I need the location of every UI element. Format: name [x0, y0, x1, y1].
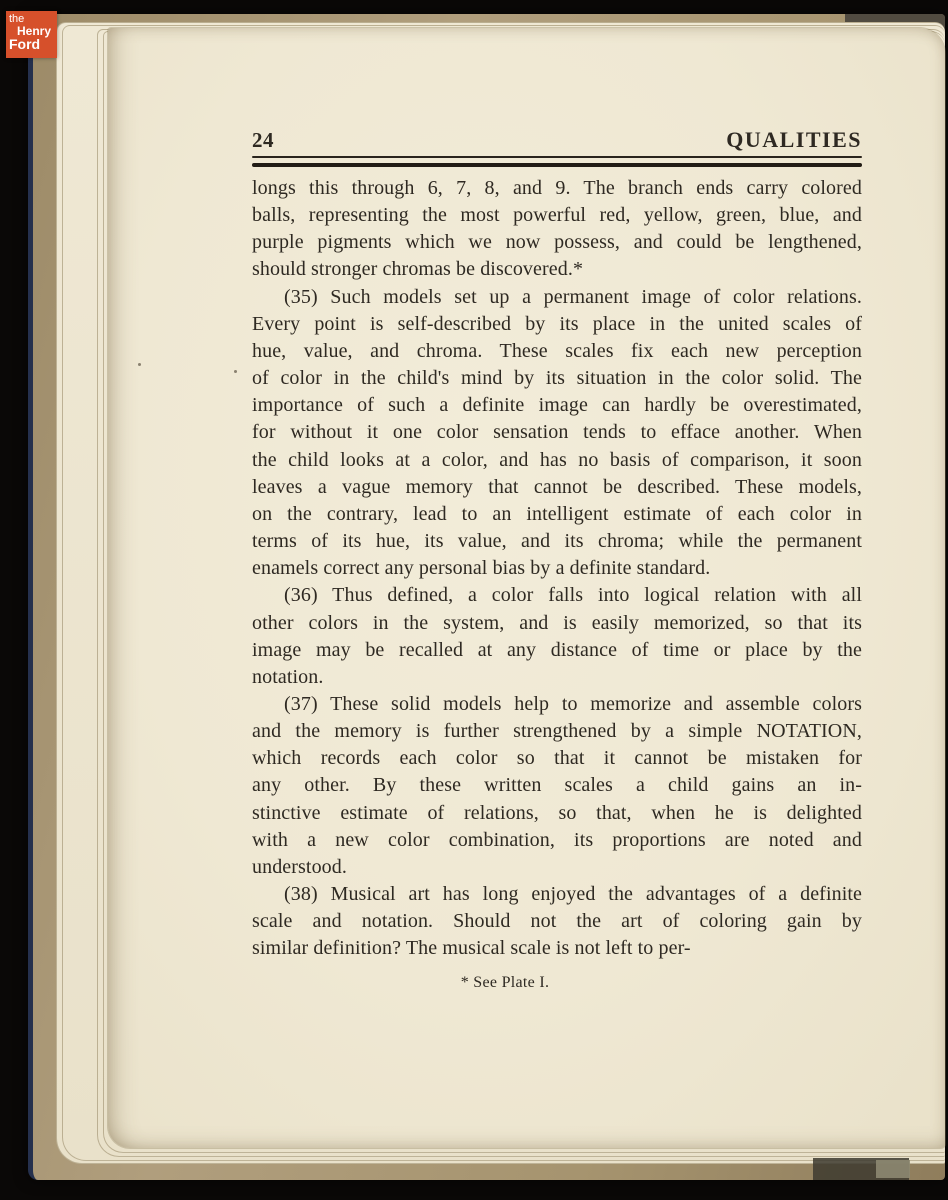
text-line: other colors in the system, and is easily memorized, so that its — [252, 611, 862, 634]
running-header — [252, 127, 862, 153]
text-line: notation. — [252, 665, 324, 688]
footnote: * See Plate I. — [460, 973, 550, 991]
text-line: any other. By these written scales a child gains an in- — [252, 774, 862, 797]
text-line: similar definition? The musical scale is not left to per- — [252, 937, 691, 960]
paragraph — [252, 691, 862, 881]
text-line: enamels correct any personal bias by a definite standard. — [252, 557, 711, 580]
text-line: scale and notation. Should not the art of coloring gain by — [252, 910, 862, 933]
text-line: the child looks at a color, and has no basis of comparison, it soon — [252, 448, 862, 471]
paragraph — [252, 175, 862, 284]
text-line: (37) These solid models help to memorize and assemble colors — [284, 692, 862, 715]
page-number: 24 — [252, 128, 274, 152]
text-line: (36) Thus defined, a color falls into logical relation with all — [284, 584, 862, 607]
text-line: importance of such a definite image can hardly be overestimated, — [252, 394, 862, 417]
text-line: and the memory is further strengthened by a simple NOTATION, — [252, 720, 862, 743]
paper-speck — [234, 370, 237, 373]
text-line: longs this through 6, 7, 8, and 9. The branch ends carry colored — [252, 177, 862, 199]
henry-ford-logo — [6, 11, 57, 58]
text-line: hue, value, and chroma. These scales fix each new perception — [252, 339, 862, 362]
text-line: with a new color combination, its proportions are noted and — [252, 828, 862, 851]
paragraph — [252, 582, 862, 691]
header-rule-thick — [252, 163, 862, 167]
text-line: balls, representing the most powerful red, yellow, green, blue, and — [252, 204, 862, 227]
page-text — [252, 175, 862, 963]
text-line: Every point is self-described by its place in the united scales of — [252, 312, 862, 335]
text-line: of color in the child's mind by its situation in the color solid. The — [252, 367, 862, 390]
text-line: (35) Such models set up a permanent image of color relations. — [284, 285, 862, 308]
paper-speck — [138, 363, 141, 366]
text-line: image may be recalled at any distance of time or place by the — [252, 638, 862, 661]
text-line: which records each color so that it cannot be mistaken for — [252, 747, 862, 770]
header-rule-thin — [252, 156, 862, 158]
logo-text-henry: Henry — [17, 24, 52, 38]
logo-text-the: the — [9, 13, 25, 25]
text-line: stinctive estimate of relations, so that, when he is delighted — [252, 801, 862, 824]
text-line: terms of its hue, its value, and its chroma; while the permanent — [252, 530, 862, 553]
logo-text-ford: Ford — [9, 36, 41, 52]
text-line: for without it one color sensation tends to efface another. When — [252, 421, 862, 444]
paragraph — [252, 284, 862, 583]
text-line: (38) Musical art has long enjoyed the advantages of a definite — [284, 883, 862, 906]
running-head-title: QUALITIES — [726, 127, 862, 152]
book-page — [108, 28, 945, 1148]
page-content — [252, 28, 862, 992]
text-line: should stronger chromas be discovered.* — [252, 258, 584, 281]
paragraph — [252, 881, 862, 962]
text-line: leaves a vague memory that cannot be described. These models, — [252, 475, 862, 498]
text-line: purple pigments which we now possess, and could be lengthened, — [252, 231, 862, 254]
text-line: understood. — [252, 855, 347, 878]
text-line: on the contrary, lead to an intelligent estimate of each color in — [252, 502, 862, 525]
cover-bottom-patch — [876, 1160, 910, 1178]
